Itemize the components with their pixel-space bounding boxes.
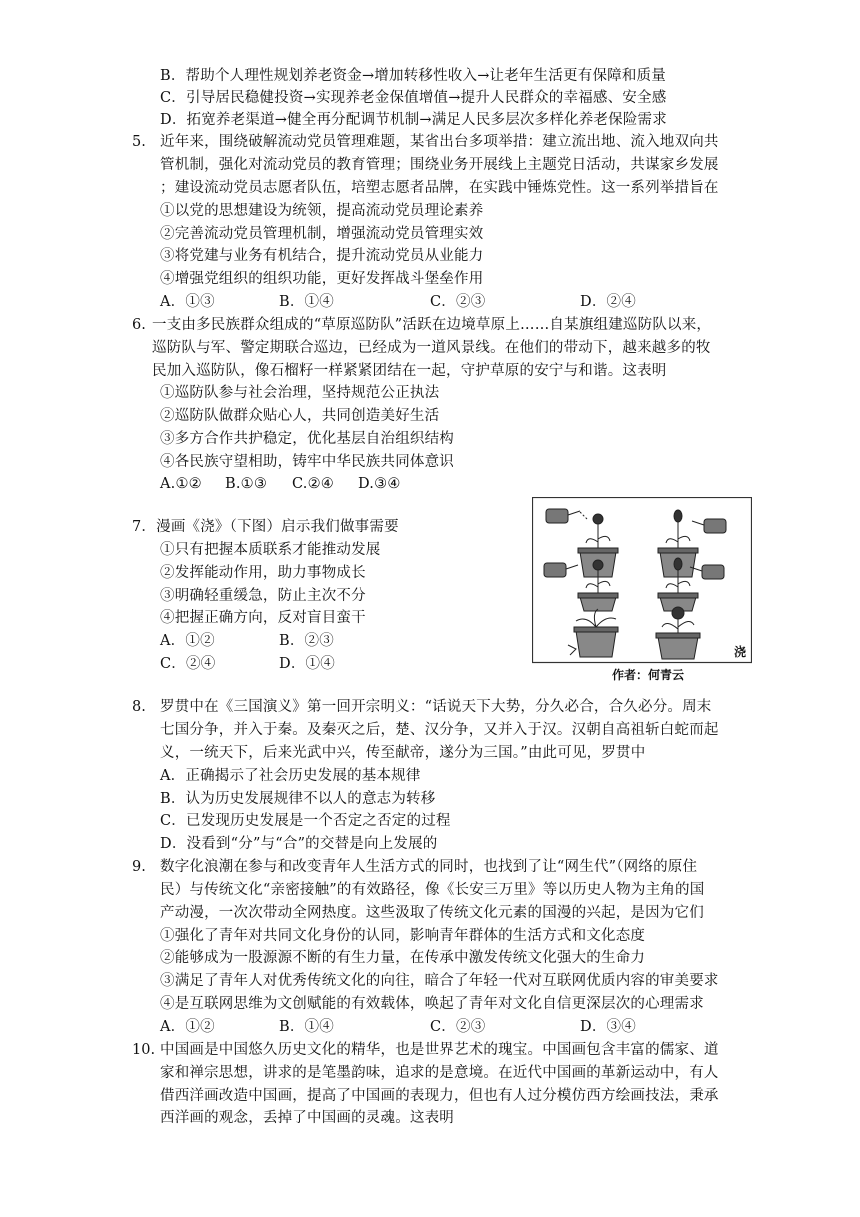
q6-option-d: D.③④: [358, 476, 401, 492]
q9-item-4: ④是互联网思维为文创赋能的有效载体，唤起了青年对文化自信更深层次的心理需求: [160, 996, 704, 1012]
q4-option-c: C．引导居民稳健投资→实现养老金保值增值→提升人民群众的幸福感、安全感: [160, 90, 667, 106]
q5-stem-line-2: 管机制，强化对流动党员的教育管理；围绕业务开展线上主题党日活动，共谋家乡发展: [160, 157, 719, 173]
q7-item-3: ③明确轻重缓急，防止主次不分: [160, 588, 366, 604]
q6-option-c: C.②④: [292, 476, 334, 492]
q5-item-2: ②完善流动党员管理机制，增强流动党员管理实效: [160, 226, 484, 242]
q6-option-b: B.①③: [225, 476, 268, 492]
q7-option-c: C．②④: [160, 656, 216, 672]
q8-stem-line-1: 罗贯中在《三国演义》第一回开宗明义：“话说天下大势，分久必合，合久必分。周末: [160, 699, 712, 715]
q10-stem-line-4: 西洋画的观念，丢掉了中国画的灵魂。这表明: [160, 1110, 454, 1126]
q8-number: 8.: [132, 699, 146, 715]
q8-stem-line-2: 七国分争，并入于秦。及秦灭之后，楚、汉分争，又并入于汉。汉朝自高祖斩白蛇而起: [160, 722, 719, 738]
q6-item-4: ④各民族守望相助，铸牢中华民族共同体意识: [160, 454, 454, 470]
q10-stem-line-2: 家和禅宗思想，讲求的是笔墨韵味，追求的是意境。在近代中国画的革新运动中，有人: [160, 1065, 719, 1081]
watering-cartoon: [532, 497, 752, 683]
q7-option-d: D．①④: [279, 656, 335, 672]
q4-option-d: D．拓宽养老渠道→健全再分配调节机制→满足人民多层次多样化养老保险需求: [160, 112, 667, 128]
q5-item-1: ①以党的思想建设为统领，提高流动党员理论素养: [160, 203, 484, 219]
q6-number: 6.: [132, 317, 146, 333]
q9-option-b: B．①④: [279, 1019, 334, 1035]
q5-item-3: ③将党建与业务有机结合，提升流动党员从业能力: [160, 248, 484, 264]
q5-option-c: C．②③: [430, 294, 486, 310]
q7-item-1: ①只有把握本质联系才能推动发展: [160, 542, 381, 558]
q5-stem-line-3: ；建设流动党员志愿者队伍，培塑志愿者品牌，在实践中锤炼党性。这一系列举措旨在: [160, 180, 719, 196]
q4-option-b: B．帮助个人理性规划养老资金→增加转移性收入→让老年生活更有保障和质量: [160, 68, 666, 84]
q5-option-d: D．②④: [580, 294, 636, 310]
q6-option-a: A.①②: [160, 476, 202, 492]
q9-stem-line-2: 民）与传统文化“亲密接触”的有效路径，像《长安三万里》等以历史人物为主角的国: [160, 882, 705, 898]
q10-stem-line-3: 借西洋画改造中国画，提高了中国画的表现力，但也有人过分模仿西方绘画技法，秉承: [160, 1088, 719, 1104]
q5-number: 5.: [132, 134, 146, 150]
cartoon-author: 作者：何青云: [612, 668, 685, 682]
q10-number: 10.: [132, 1042, 156, 1058]
q9-option-c: C．②③: [430, 1019, 486, 1035]
cartoon-title: 浇: [734, 645, 747, 659]
q9-number: 9.: [132, 859, 146, 875]
q8-option-a: A．正确揭示了社会历史发展的基本规律: [160, 768, 421, 784]
q5-option-b: B．①④: [279, 294, 334, 310]
q9-item-3: ③满足了青年人对优秀传统文化的向往，暗合了年轻一代对互联网优质内容的审美要求: [160, 973, 719, 989]
q6-stem-line-2: 巡防队与军、警定期联合巡边，已经成为一道风景线。在他们的带动下，越来越多的牧: [152, 340, 711, 356]
q7-stem: 7．漫画《浇》（下图）启示我们做事需要: [132, 519, 399, 535]
q10-stem-line-1: 中国画是中国悠久历史文化的精华，也是世界艺术的瑰宝。中国画包含丰富的儒家、道: [160, 1042, 719, 1058]
q7-item-2: ②发挥能动作用，助力事物成长: [160, 565, 366, 581]
q8-stem-line-3: 义，一统天下，后来光武中兴，传至献帝，遂分为三国。”由此可见，罗贯中: [160, 745, 646, 761]
q9-option-a: A．①②: [160, 1019, 215, 1035]
q7-item-4: ④把握正确方向，反对盲目蛮干: [160, 610, 366, 626]
q5-option-a: A．①③: [160, 294, 215, 310]
q9-item-1: ①强化了青年对共同文化身份的认同，影响青年群体的生活方式和文化态度: [160, 928, 646, 944]
cartoon-drawing: [532, 497, 752, 683]
q6-item-3: ③多方合作共护稳定，优化基层自治组织结构: [160, 431, 454, 447]
q8-option-d: D．没看到“分”与“合”的交替是向上发展的: [160, 836, 438, 852]
q7-option-b: B．②③: [279, 633, 334, 649]
q8-option-b: B．认为历史发展规律不以人的意志为转移: [160, 791, 436, 807]
q9-stem-line-3: 产动漫，一次次带动全网热度。这些汲取了传统文化元素的国漫的兴起，是因为它们: [160, 905, 704, 921]
q6-stem-line-3: 民加入巡防队，像石榴籽一样紧紧团结在一起，守护草原的安宁与和谐。这表明: [152, 363, 667, 379]
q5-item-4: ④增强党组织的组织功能，更好发挥战斗堡垒作用: [160, 271, 484, 287]
q9-option-d: D．③④: [580, 1019, 636, 1035]
q9-item-2: ②能够成为一股源源不断的有生力量，在传承中激发传统文化强大的生命力: [160, 950, 646, 966]
q6-stem-line-1: 一支由多民族群众组成的“草原巡防队”活跃在边境草原上……自某旗组建巡防队以来，: [152, 317, 712, 333]
q7-option-a: A．①②: [160, 633, 215, 649]
q5-stem-line-1: 近年来，围绕破解流动党员管理难题，某省出台多项举措：建立流出地、流入地双向共: [160, 134, 719, 150]
q6-item-1: ①巡防队参与社会治理，坚持规范公正执法: [160, 385, 440, 401]
q9-stem-line-1: 数字化浪潮在参与和改变青年人生活方式的同时，也找到了让“网生代”（网络的原住: [160, 859, 698, 875]
q8-option-c: C．已发现历史发展是一个否定之否定的过程: [160, 813, 451, 829]
q6-item-2: ②巡防队做群众贴心人，共同创造美好生活: [160, 408, 440, 424]
